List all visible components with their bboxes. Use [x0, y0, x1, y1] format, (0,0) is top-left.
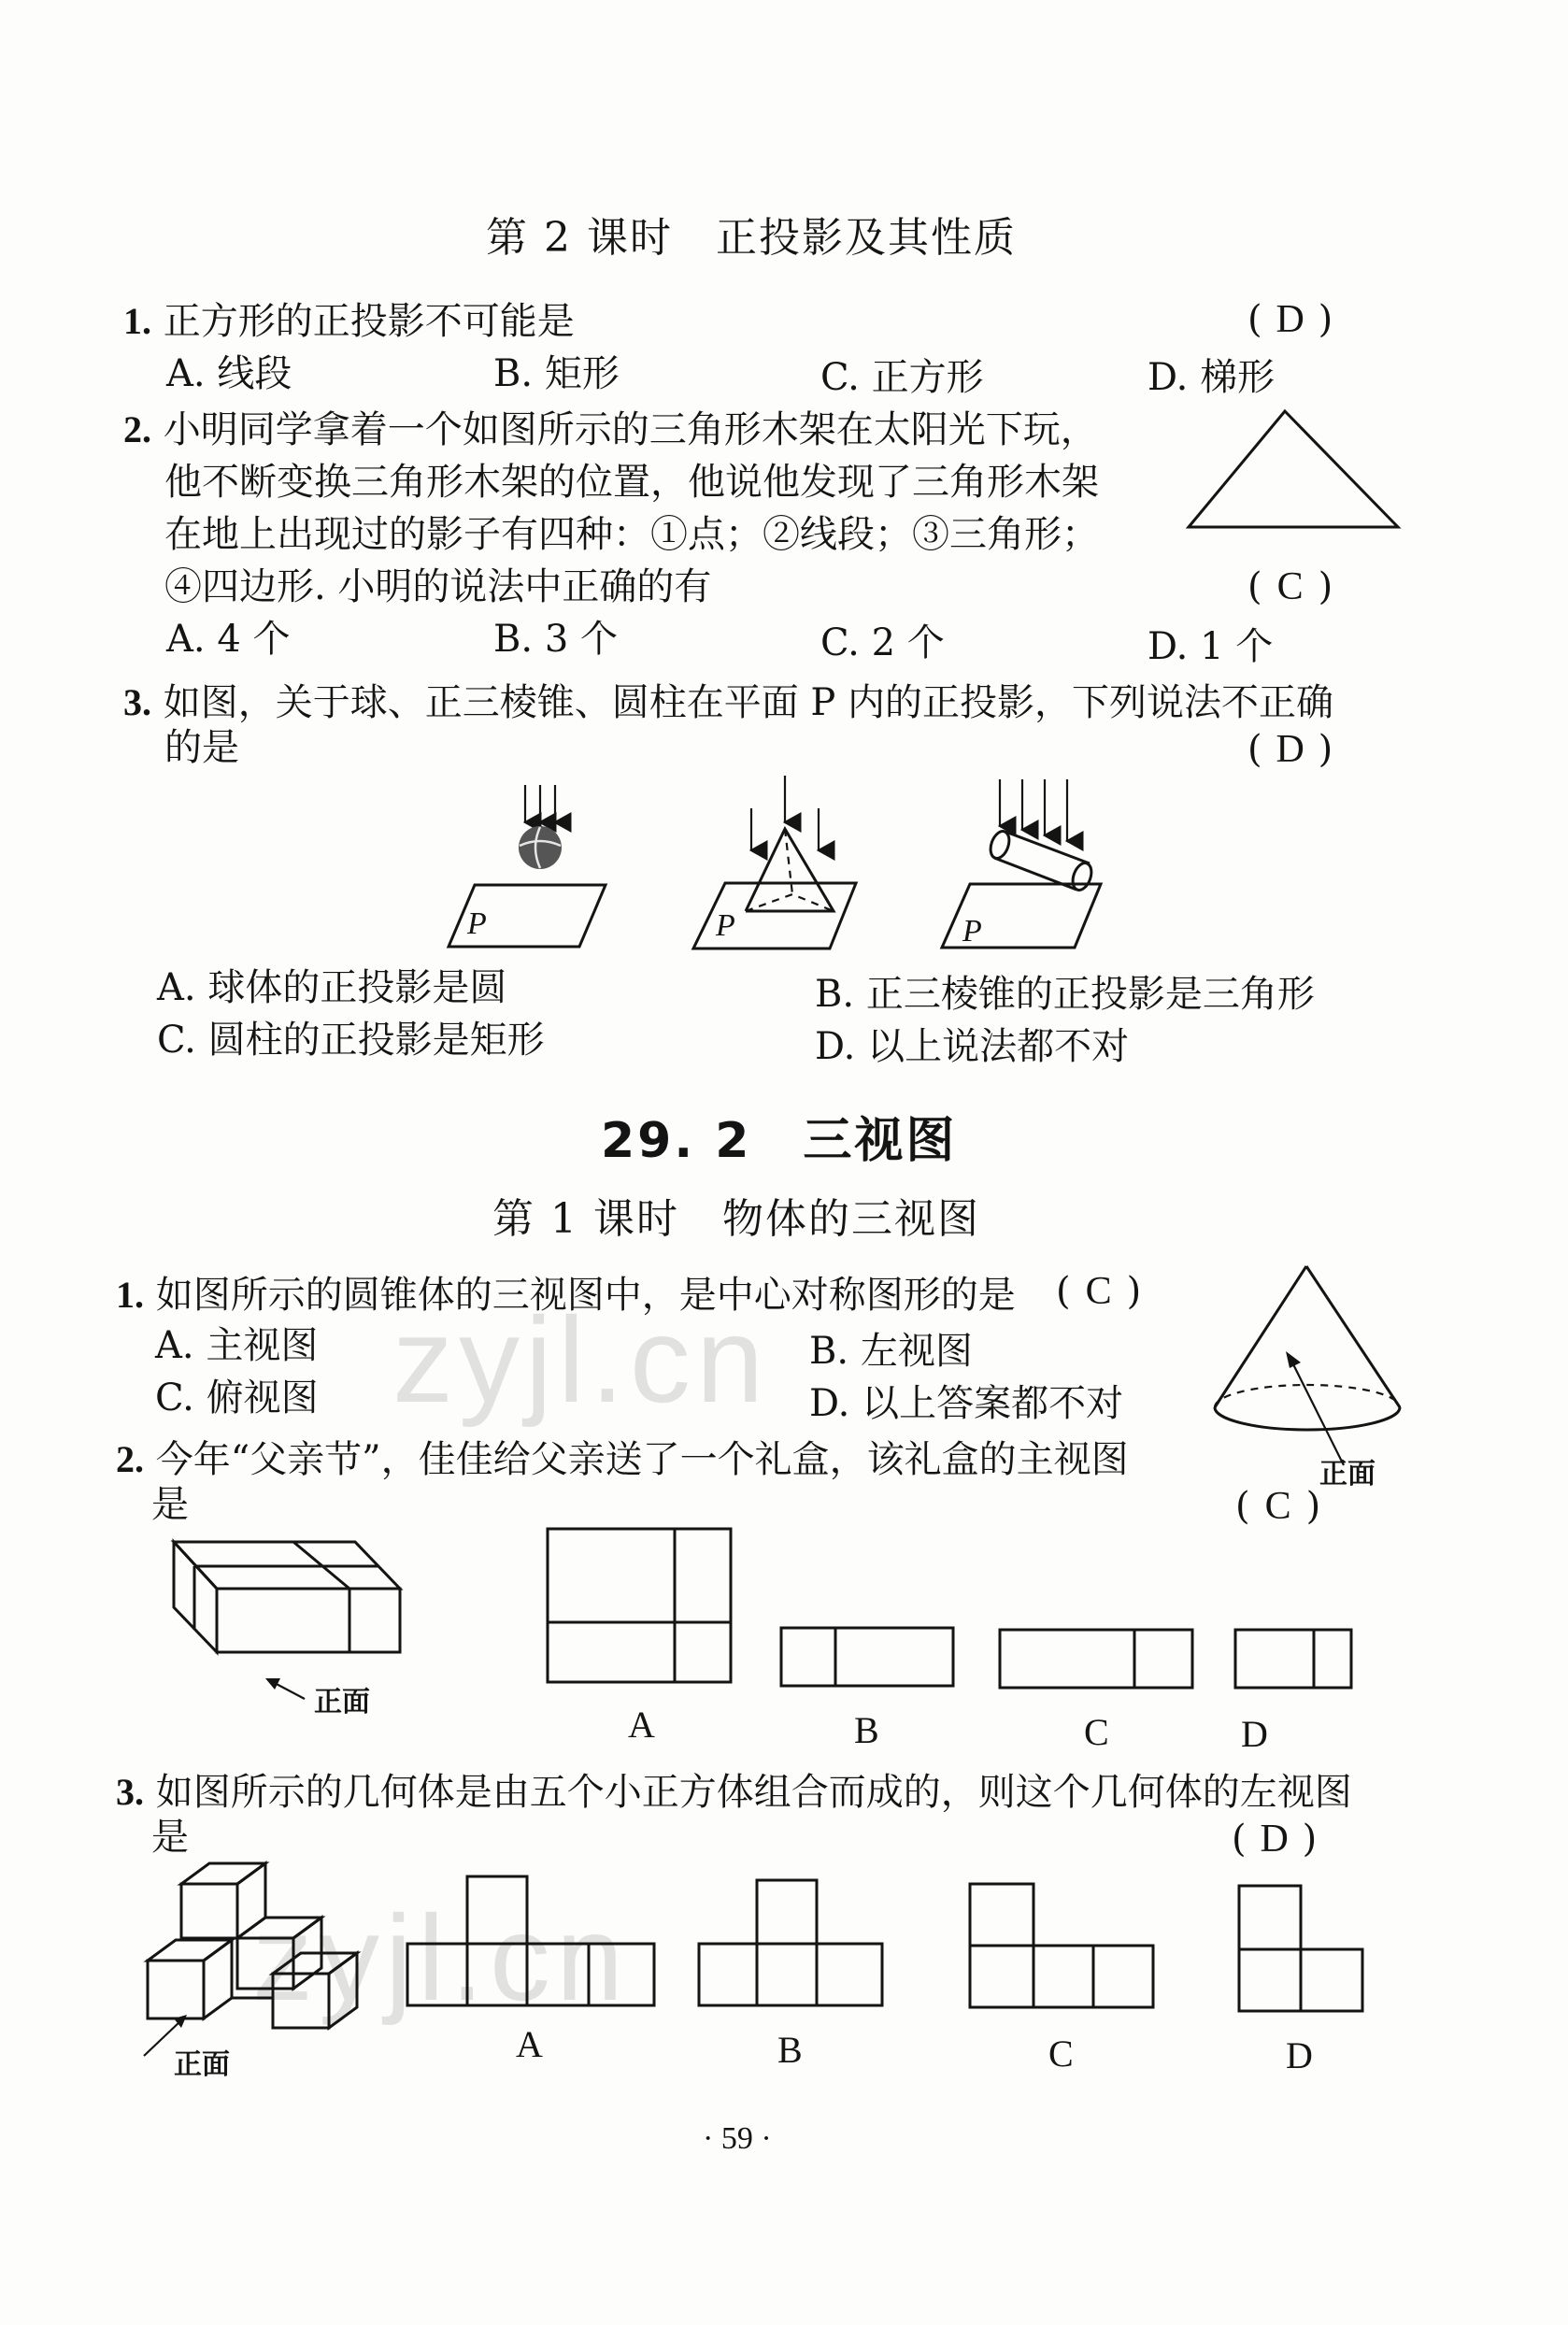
question-text: 如图所示的圆锥体的三视图中，是中心对称图形的是	[155, 1274, 1016, 1317]
question-text-line: ④四边形. 小明的说法中正确的有	[164, 565, 712, 608]
question-text: 今年“父亲节”，佳佳给父亲送了一个礼盒，该礼盒的主视图	[155, 1438, 1129, 1481]
choice-label-b: B	[854, 1709, 879, 1751]
front-label: 正面	[314, 1686, 370, 1719]
question-number: 2.	[116, 1438, 144, 1480]
answer-bracket: ( D )	[1247, 728, 1333, 771]
plane-label: P	[716, 908, 735, 943]
answer-letter: C	[1276, 565, 1304, 608]
question-text: 如图所示的几何体是由五个小正方体组合而成的，则这个几何体的左视图	[155, 1771, 1352, 1814]
choice-d-figure	[1233, 1880, 1374, 2030]
question-text-line: 的是	[164, 726, 239, 769]
answer-letter: D	[1276, 298, 1304, 341]
lesson-title: 第 2 课时 正投影及其性质	[486, 214, 1017, 262]
answer-bracket: ( C )	[1056, 1270, 1142, 1313]
choice-c-figure	[994, 1624, 1200, 1699]
question-number: 3.	[116, 1771, 144, 1813]
sphere-projection-figure	[439, 780, 626, 977]
option-d: D. 以上说法都不对	[815, 1025, 1130, 1068]
question-2	[123, 400, 1098, 453]
option-d: D. 1 个	[1147, 625, 1274, 668]
question-1	[123, 292, 575, 345]
plane-label: P	[962, 914, 982, 949]
triangle-frame-figure	[1185, 407, 1409, 529]
option-c: C. 圆柱的正投影是矩形	[157, 1019, 545, 1062]
answer-letter: D	[1276, 728, 1304, 771]
question-text-line: 在地上出现过的影子有四种：①点；②线段；③三角形；	[164, 513, 1099, 556]
choice-label-b: B	[777, 2029, 803, 2071]
option-c: C. 正方形	[820, 356, 984, 399]
option-a: A. 线段	[166, 352, 292, 395]
question-text: 正方形的正投影不可能是	[163, 300, 575, 343]
choice-label-a: A	[628, 1704, 655, 1746]
answer-bracket: ( C )	[1247, 565, 1333, 608]
choice-label-d: D	[1286, 2034, 1313, 2076]
question-number: 3.	[123, 681, 151, 723]
choice-label-c: C	[1048, 2033, 1074, 2075]
answer-letter: C	[1085, 1270, 1112, 1313]
watermark: zyjl.cn	[392, 1291, 770, 1428]
choice-a-figure	[542, 1523, 738, 1691]
question-text: 如图，关于球、正三棱锥、圆柱在平面 P 内的正投影，下列说法不正确	[163, 681, 1334, 724]
question-number: 1.	[123, 300, 151, 342]
question-text-line: 他不断变换三角形木架的位置，他说他发现了三角形木架	[164, 461, 1099, 504]
choice-label-c: C	[1084, 1711, 1109, 1753]
cone-figure	[1204, 1262, 1428, 1486]
answer-bracket: ( C )	[1235, 1485, 1321, 1528]
lesson-title: 第 1 课时 物体的三视图	[492, 1195, 980, 1243]
question-3	[116, 1762, 1352, 1816]
question-2	[116, 1430, 1129, 1483]
choice-c-figure	[964, 1878, 1161, 2028]
page-number: · 59 ·	[703, 2121, 772, 2156]
option-a: A. 4 个	[166, 618, 291, 661]
answer-bracket: ( D )	[1232, 1818, 1318, 1861]
choice-b-figure	[693, 1875, 890, 2024]
option-b: B. 矩形	[493, 352, 620, 395]
question-text: 小明同学拿着一个如图所示的三角形木架在太阳光下玩，	[163, 408, 1098, 451]
option-b: B. 正三棱锥的正投影是三角形	[815, 973, 1315, 1016]
option-d: D. 以上答案都不对	[809, 1382, 1124, 1425]
question-number: 2.	[123, 408, 151, 450]
answer-bracket: ( D )	[1247, 298, 1333, 341]
option-c: C. 2 个	[820, 621, 945, 664]
answer-letter: D	[1260, 1818, 1289, 1861]
choice-label-d: D	[1241, 1713, 1268, 1755]
choice-a-figure	[402, 1871, 663, 2020]
option-d: D. 梯形	[1147, 356, 1276, 399]
front-label: 正面	[1319, 1458, 1376, 1491]
gift-box-figure	[168, 1533, 430, 1719]
answer-letter: C	[1264, 1485, 1291, 1528]
question-text-line: 是	[151, 1816, 189, 1859]
question-3	[123, 673, 1333, 726]
section-title: 29. 2 三视图	[601, 1113, 958, 1169]
watermark: zyjl.cn	[252, 1890, 630, 2026]
question-1	[116, 1265, 1016, 1319]
option-b: B. 左视图	[809, 1330, 973, 1373]
option-c: C. 俯视图	[155, 1376, 319, 1419]
choice-label-a: A	[516, 2023, 543, 2065]
choice-d-figure	[1230, 1624, 1361, 1699]
plane-label: P	[467, 906, 487, 941]
option-a: A. 主视图	[155, 1324, 319, 1367]
question-text-line: 是	[151, 1483, 189, 1526]
option-a: A. 球体的正投影是圆	[157, 966, 507, 1009]
front-label: 正面	[174, 2048, 230, 2081]
choice-b-figure	[776, 1622, 962, 1697]
option-b: B. 3 个	[493, 618, 618, 661]
question-number: 1.	[116, 1274, 144, 1316]
